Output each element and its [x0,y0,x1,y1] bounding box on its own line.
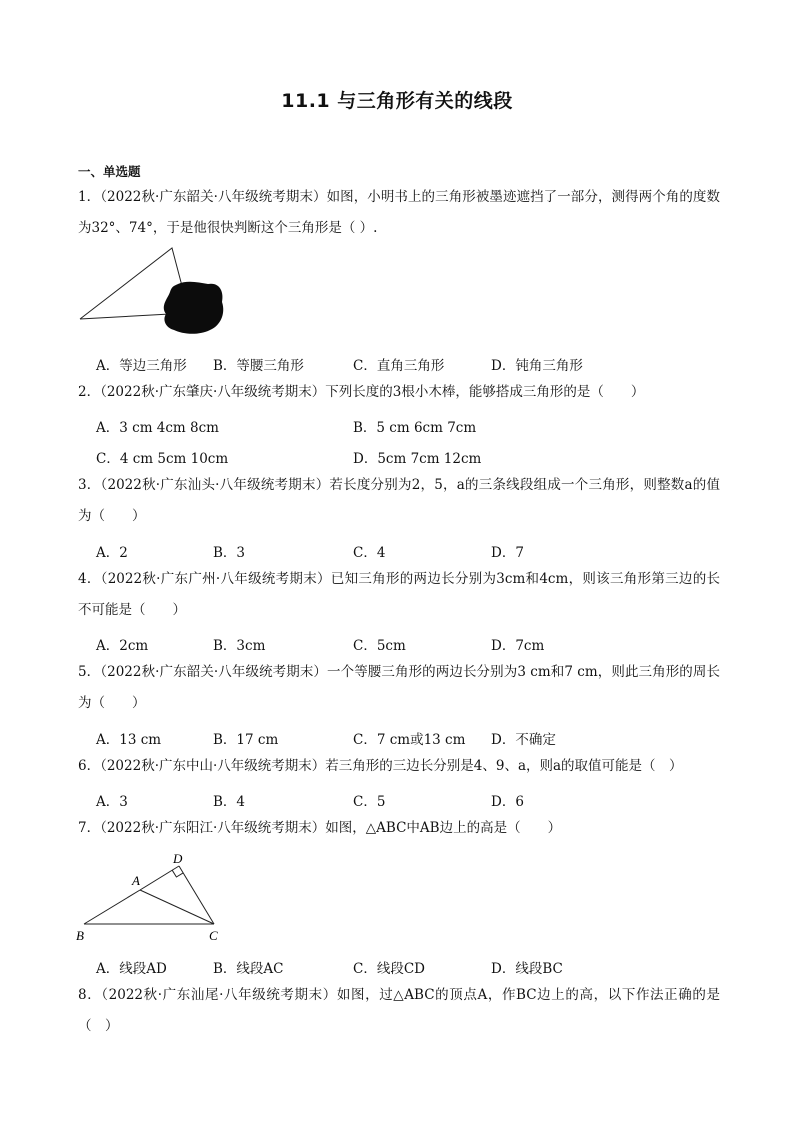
options-2-row-2 [96,447,736,467]
options-5 [96,728,736,748]
label-c: C [209,928,218,943]
option-b[interactable]: B．线段AC [213,961,284,977]
option-a[interactable]: A．等边三角形 [96,358,187,374]
question-2: 2．（2022秋·广东肇庆·八年级统考期末）下列长度的3根小木棒，能够搭成三角形的是（ ） [78,384,645,400]
option-c[interactable]: C．4 cm 5cm 10cm [96,451,229,467]
option-b[interactable]: B．17 cm [213,732,279,748]
page-title: 11.1 与三角形有关的线段 [281,90,513,112]
label-b: B [76,928,84,943]
option-a[interactable]: A．2cm [96,638,149,654]
figure-7-triangle-abc [72,848,232,948]
segment-ac [140,890,214,924]
option-c[interactable]: C．线段CD [353,961,425,977]
figure-1-ink-blot-triangle [74,244,234,338]
option-d[interactable]: D．7 [491,545,524,561]
option-a[interactable]: A．线段AD [96,961,167,977]
options-6 [96,790,736,810]
option-d[interactable]: D．7cm [491,638,545,654]
option-a[interactable]: A．3 [96,794,128,810]
option-b[interactable]: B．4 [213,794,246,810]
option-d[interactable]: D．线段BC [491,961,563,977]
option-c[interactable]: C．7 cm或13 cm [353,732,466,748]
label-d: D [173,851,183,866]
option-b[interactable]: B．3cm [213,638,266,654]
question-7: 7．（2022秋·广东阳江·八年级统考期末）如图，△ABC中AB边上的高是（ ） [78,820,562,836]
section-heading: 一、单选题 [78,164,141,179]
option-c[interactable]: C．4 [353,545,386,561]
question-6: 6．（2022秋·广东中山·八年级统考期末）若三角形的三边长分别是4、9、a，则a的取值可能是（ ） [78,758,683,774]
question-8: 8．（2022秋·广东汕尾·八年级统考期末）如图，过△ABC的顶点A，作BC边上的高，以下作法正确的是（ ） [78,987,720,1034]
option-d[interactable]: D．不确定 [491,732,556,748]
option-a[interactable]: A．3 cm 4cm 8cm [96,420,219,436]
right-angle-mark [172,870,183,877]
option-c[interactable]: C．直角三角形 [353,358,445,374]
options-3 [96,541,736,561]
option-d[interactable]: D．钝角三角形 [491,358,583,374]
options-1 [96,354,736,374]
option-a[interactable]: A．13 cm [96,732,162,748]
question-4: 4．（2022秋·广东广州·八年级统考期末）已知三角形的两边长分别为3cm和4cm，则该三角形第三边的长不可能是（ ） [78,571,720,618]
segment-dc [179,866,214,924]
option-d[interactable]: D．6 [491,794,524,810]
option-b[interactable]: B．等腰三角形 [213,358,304,374]
options-4 [96,634,736,654]
ink-blot [164,282,223,334]
question-5: 5．（2022秋·广东韶关·八年级统考期末）一个等腰三角形的两边长分别为3 cm和7 cm，则此三角形的周长为（ ） [78,664,720,711]
segment-ba [84,890,140,924]
segment-ad [140,866,179,890]
option-d[interactable]: D．5cm 7cm 12cm [353,451,482,467]
question-3: 3．（2022秋·广东汕头·八年级统考期末）若长度分别为2，5，a的三条线段组成一个三角形，则整数a的值为（ ） [78,477,720,524]
option-b[interactable]: B．5 cm 6cm 7cm [353,420,477,436]
option-a[interactable]: A．2 [96,545,128,561]
question-1: 1．（2022秋·广东韶关·八年级统考期末）如图，小明书上的三角形被墨迹遮挡了一部分，测得两个角的度数为32°、74°，于是他很快判断这个三角形是（ ）. [78,189,720,236]
options-2-row-1 [96,416,736,436]
option-c[interactable]: C．5 [353,794,386,810]
option-c[interactable]: C．5cm [353,638,406,654]
label-a: A [132,873,140,888]
options-7 [96,957,736,977]
option-b[interactable]: B．3 [213,545,246,561]
triangle-base [80,314,170,319]
